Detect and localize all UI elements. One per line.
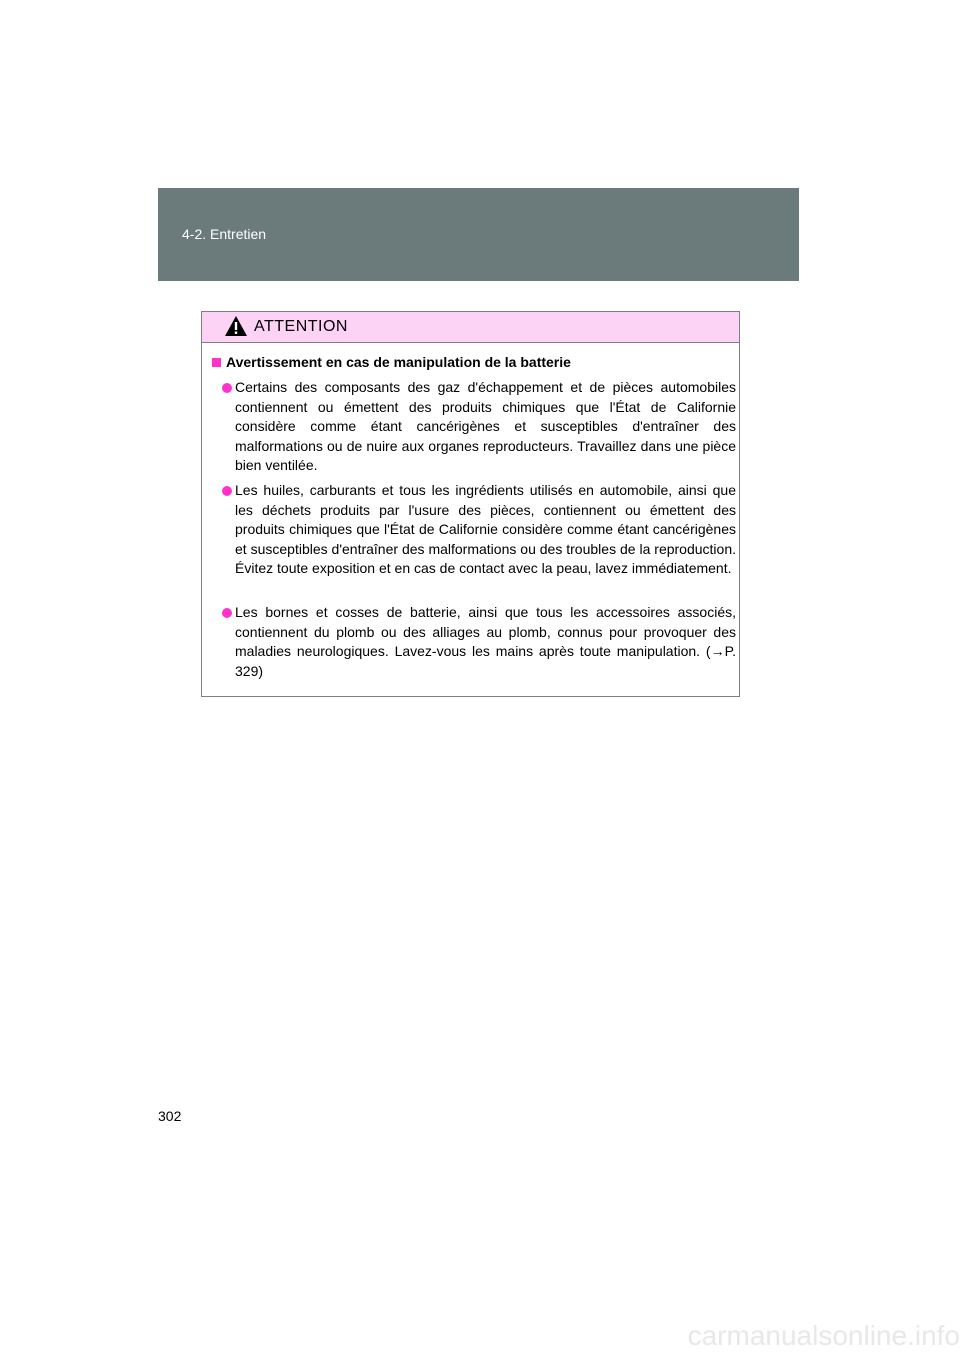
list-item-text: Les bornes et cosses de batterie, ainsi que tous les accessoires associés, contiennent du plomb ou des alliages au plomb, connus pour provoquer des maladies neurologiques. Lavez-vous les mains après toute manipulation. (→P. 329) xyxy=(235,604,736,679)
list-item-text: Certains des composants des gaz d'échappement et de pièces automobiles contiennent ou émettent des produits chimiques que l'État de Californie considère comme étant cancérigènes et susceptibles d'entraîner des malformations ou de nuire aux organes reproducteurs. Travaillez dans une pièce bien ventilée. xyxy=(235,379,736,474)
circle-bullet-icon xyxy=(222,608,232,618)
square-bullet-icon xyxy=(212,358,221,367)
watermark: carmanualsonline.info xyxy=(687,1320,960,1351)
circle-bullet-icon xyxy=(222,383,232,393)
list-item xyxy=(222,481,736,579)
warning-triangle-icon xyxy=(224,315,248,337)
list-item xyxy=(222,378,736,476)
circle-bullet-icon xyxy=(222,486,232,496)
chapter-header-band xyxy=(158,188,799,281)
caution-box xyxy=(201,311,740,697)
section-heading-text: Avertissement en cas de manipulation de la batterie xyxy=(226,354,571,370)
list-item-text: Les huiles, carburants et tous les ingrédients utilisés en automobile, ainsi que les déchets produits par l'usure des pièces, contiennent ou émettent des produits chimiques que l'État de Californie considère comme étant cancérigènes et susceptibles d'entraîner des malformations ou des troubles de la reproduction. Évitez toute exposition et en cas de contact avec la peau, lavez immédiatement. xyxy=(235,482,736,577)
caution-title: ATTENTION xyxy=(254,318,348,335)
caution-header xyxy=(202,312,739,343)
list-item xyxy=(222,603,736,681)
page-number: 302 xyxy=(158,1108,182,1124)
section-title: 4-2. Entretien xyxy=(182,226,267,242)
section-heading xyxy=(212,354,571,370)
